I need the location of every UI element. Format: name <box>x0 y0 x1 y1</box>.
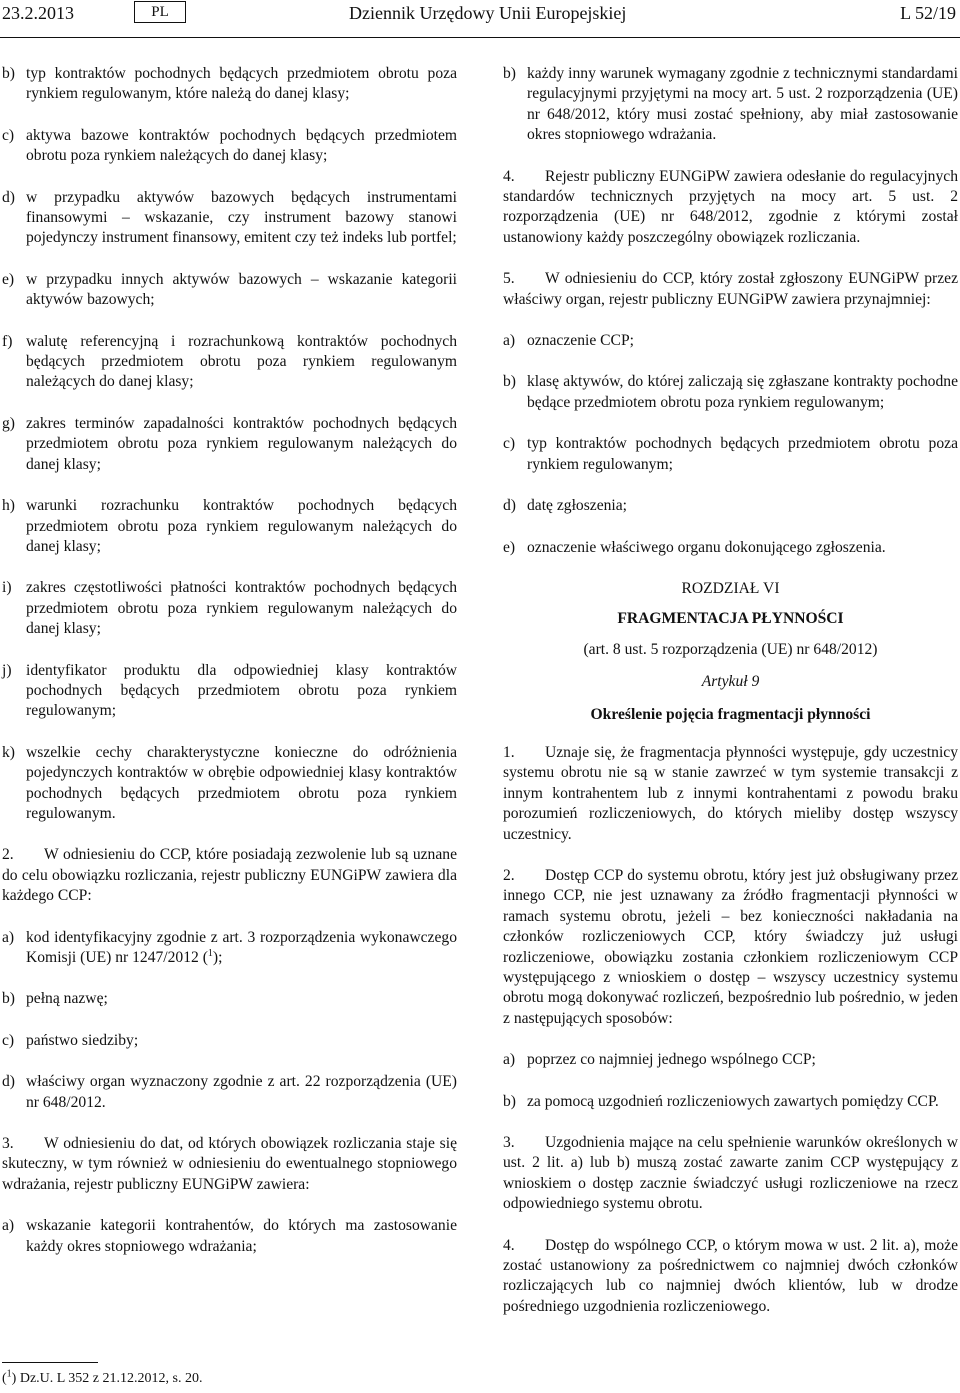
article-paragraph-4: 4. Dostęp do wspólnego CCP, o którym mowa w ust. 2 lit. a), może zostać ustanowiony za pośrednictwem co najmniej dwóch członków rozliczających lub co najmniej dwóch klientów, lub w drodze pośredniego uzgodnienia rozliczeniowego. <box>503 1236 958 1315</box>
list-item: j) identyfikator produktu dla odpowiedniej klasy kontraktów pochodnych będących przedmiotem obrotu poza rynkiem regulowanym; <box>2 661 457 720</box>
page-number: L 52/19 <box>900 3 956 23</box>
list-item: d) właściwy organ wyznaczony zgodnie z art. 22 rozporządzenia (UE) nr 648/2012. <box>2 1073 457 1111</box>
article-paragraph-1: 1. Uznaje się, że fragmentacja płynności występuje, gdy uczestnicy systemu obrotu nie są w stanie zawrzeć w tym systemie transakcji z innym kontrahentem lub z innymi kontrahentami z powodu braku porozumień rozliczeniowych, do których mieliby dostęp wszyscy uczestnicy. <box>503 743 958 843</box>
list-item: a) kod identyfikacyjny zgodnie z art. 3 rozporządzenia wykonawczego Komisji (UE) nr 1247/2012 ($^1$); <box>2 928 457 966</box>
page-header <box>0 0 960 38</box>
left-column <box>2 64 457 1278</box>
right-column <box>503 64 958 1338</box>
paragraph-4: 4. Rejestr publiczny EUNGiPW zawiera odesłanie do regulacyjnych standardów technicznych przyjętych na mocy art. 5 ust. 2 rozporządzenia (UE) nr 648/2012, zgodnie z którymi został ustanowiony każdy poszczególny obowiązek rozliczania. <box>503 167 958 246</box>
list-item: a) oznaczenie CCP; <box>503 332 634 350</box>
list-item: b) klasę aktywów, do której zaliczają się zgłaszane kontrakty pochodne będące przedmiotem obrotu poza rynkiem regulowanym; <box>503 373 958 411</box>
list-item: e) oznaczenie właściwego organu dokonującego zgłoszenia. <box>503 538 886 556</box>
list-item: d) w przypadku aktywów bazowych będących instrumentami finansowymi – wskazanie, czy instrument bazowy stanowi pojedynczy instrument finansowy, emitent czy też indeks lub portfel; <box>2 188 457 247</box>
list-item: c) typ kontraktów pochodnych będących przedmiotem obrotu poza rynkiem regulowanym; <box>503 435 958 473</box>
list-item: c) aktywa bazowe kontraktów pochodnych będących przedmiotem obrotu poza rynkiem należących do danej klasy; <box>2 126 457 165</box>
journal-title: Dziennik Urzędowy Unii Europejskiej <box>349 3 627 23</box>
list-item: b) pełną nazwę; <box>2 990 108 1008</box>
list-item: a) wskazanie kategorii kontrahentów, do których ma zastosowanie każdy okres stopniowego wdrażania; <box>2 1217 457 1255</box>
list-item: b) za pomocą uzgodnień rozliczeniowych zawartych pomiędzy CCP. <box>503 1092 939 1110</box>
article-paragraph-2: 2. Dostęp CCP do systemu obrotu, który jest już obsługiwany przez innego CCP, nie jest uznawany za źródło fragmentacji płynności w ramach systemu obrotu, jeżeli – bez konieczności nakładania na członków rozliczeniowych CCP, który świadczy już usługi rozliczeniowe, obowiązku zostania członkiem rozliczeniowym CCP występującego z wnioskiem o dostęp – wszyscy uczestnicy systemu obrotu mogą dokonywać rozliczeń, bezpośrednio lub pośrednio, w jeden z następujących sposobów: <box>503 866 958 1027</box>
footnote: ($^1$) Dz.U. L 352 z 21.12.2012, s. 20. <box>2 1368 203 1386</box>
list-item: h) warunki rozrachunku kontraktów pochodnych będących przedmiotem obrotu poza rynkiem regulowanym należących do danej klasy; <box>2 497 457 555</box>
list-item: c) państwo siedziby; <box>2 1031 139 1049</box>
list-item: b) każdy inny warunek wymagany zgodnie z technicznymi standardami regulacyjnymi przyjętymi na mocy art. 5 ust. 2 rozporządzenia (UE) nr 648/2012, który musi zostać spełniony, aby miał zastosowanie okres stopniowego wdrażania. <box>503 65 958 144</box>
issue-date: 23.2.2013 <box>2 3 74 23</box>
list-item: e) w przypadku innych aktywów bazowych – wskazanie kategorii aktywów bazowych; <box>2 270 457 309</box>
article-number: Artykuł 9 <box>701 673 760 691</box>
header-rule <box>0 37 960 38</box>
article-paragraph-3: 3. Uzgodnienia mające na celu spełnienie warunków określonych w ust. 2 lit. a) lub b) muszą zostać zawarte zanim CCP występujący z wnioskiem o dostęp zacznie świadczyć usługi rozliczeniowe na rzecz odpowiedniego systemu obrotu. <box>503 1134 958 1213</box>
left-list-1 <box>2 64 457 824</box>
list-item: i) zakres częstotliwości płatności kontraktów pochodnych będących przedmiotem obrotu poza rynkiem regulowanym należących do danej klasy; <box>2 579 457 638</box>
chapter-number: ROZDZIAŁ VI <box>681 579 780 597</box>
list-item: g) zakres terminów zapadalności kontraktów pochodnych będących przedmiotem obrotu poza rynkiem regulowanym należących do danej klasy; <box>2 414 457 473</box>
list-item: k) wszelkie cechy charakterystyczne konieczne do odróżnienia pojedynczych kontraktów w obrębie odpowiedniej klasy kontraktów pochodnych będących przedmiotem obrotu poza rynkiem regulowanym. <box>2 743 457 822</box>
paragraph-3: 3. W odniesieniu do dat, od których obowiązek rozliczania staje się skuteczny, w tym również w odniesieniu do ewentualnego stopniowego wdrażania, rejestr publiczny EUNGiPW zawiera: <box>2 1135 457 1193</box>
chapter-title: FRAGMENTACJA PŁYNNOŚCI <box>617 610 844 628</box>
list-item: d) datę zgłoszenia; <box>503 497 628 515</box>
chapter-reference: (art. 8 ust. 5 rozporządzenia (UE) nr 648/2012) <box>583 640 878 658</box>
list-item: a) poprzez co najmniej jednego wspólnego CCP; <box>503 1051 816 1069</box>
footnote-ref[interactable]: 1 <box>207 947 213 959</box>
footnote-rule <box>2 1362 98 1363</box>
language-box: PL <box>134 1 186 23</box>
article-title: Określenie pojęcia fragmentacji płynności <box>590 705 871 723</box>
list-item: f) walutę referencyjną i rozrachunkową kontraktów pochodnych będących przedmiotem obrotu poza rynkiem regulowanym należących do danej klasy; <box>2 332 457 391</box>
paragraph-2: 2. W odniesieniu do CCP, które posiadają zezwolenie lub są uznane do celu obowiązku rozliczania, rejestr publiczny EUNGiPW zawiera dla każdego CCP: <box>2 846 457 905</box>
paragraph-5: 5. W odniesieniu do CCP, który został zgłoszony EUNGiPW przez właściwy organ, rejestr publiczny EUNGiPW zawiera przynajmniej: <box>503 270 958 308</box>
list-item: b) typ kontraktów pochodnych będących przedmiotem obrotu poza rynkiem regulowanym, które należą do danej klasy; <box>2 65 457 103</box>
